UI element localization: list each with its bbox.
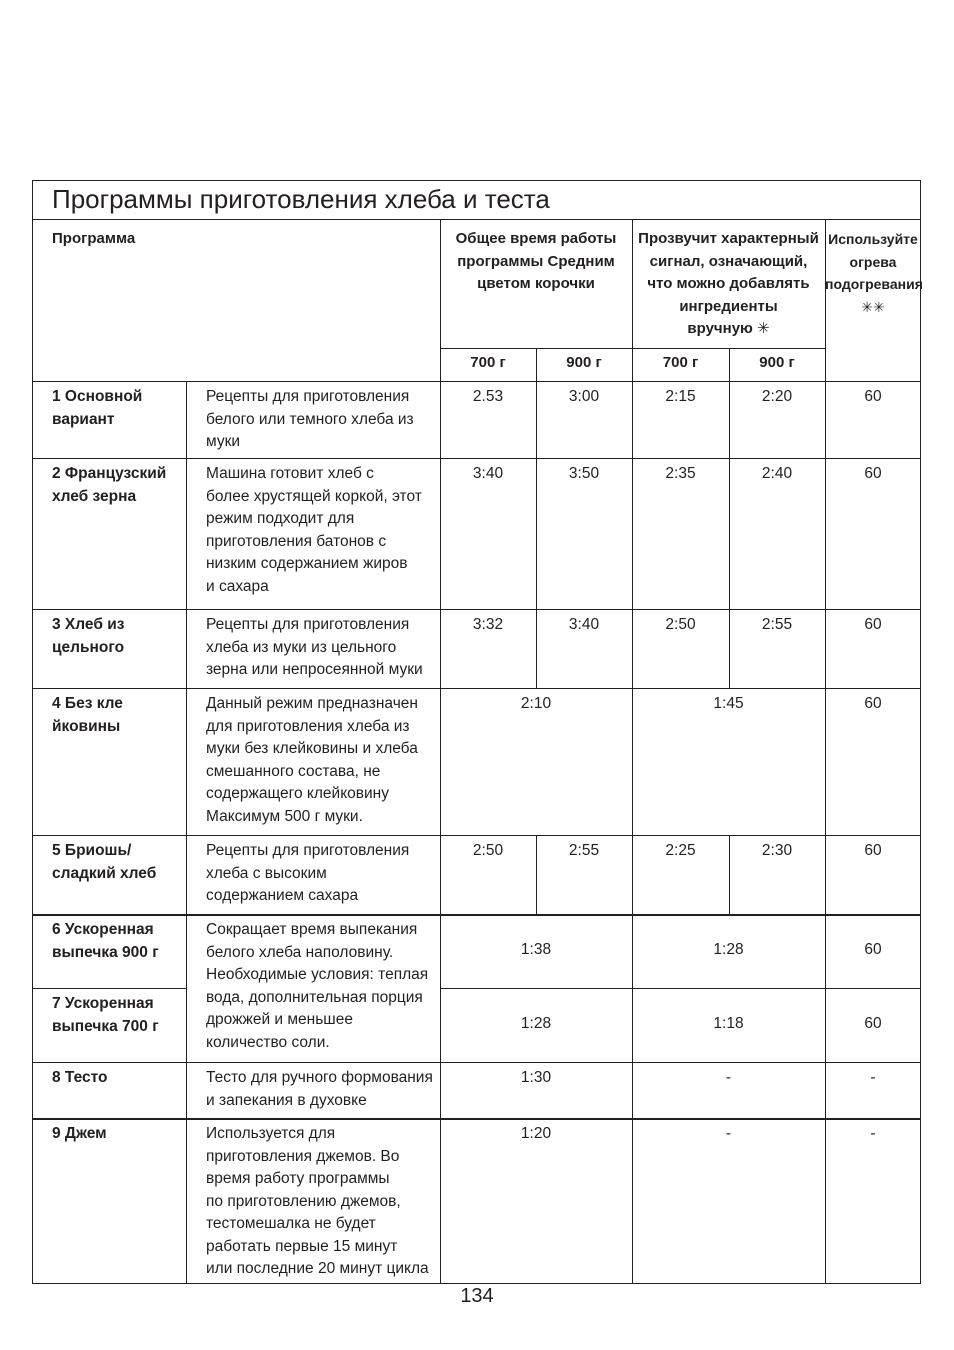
program-name <box>52 386 184 431</box>
fast-bake-description <box>206 919 442 1054</box>
program-description <box>206 1123 442 1281</box>
row-divider <box>32 914 921 916</box>
fast-bake-description-line: Сокращает время выпекания <box>206 921 418 938</box>
program-description-line: Максимум 500 г муки. <box>206 807 363 825</box>
program-description <box>206 1067 442 1112</box>
weight-divider <box>729 348 730 381</box>
signal-900: 2:20 <box>761 388 793 405</box>
program-name <box>52 1123 184 1146</box>
header-signal-line: сигнал, означающий, <box>649 252 808 270</box>
program-description-line: более хрустящей коркой, этот <box>206 487 422 505</box>
program-description <box>206 386 442 454</box>
fast-bake-description-line: Необходимые условия: теплая <box>206 966 429 983</box>
program-name-line: 2 Французский <box>52 465 167 482</box>
program-name <box>52 1067 184 1090</box>
keep-warm: 60 <box>864 388 882 405</box>
header-program <box>52 228 252 251</box>
program-name <box>52 919 184 964</box>
time-900: 3:50 <box>568 465 600 482</box>
program-description-line: время работу программы <box>206 1170 390 1187</box>
program-description-line: и запекания в духовке <box>206 1091 367 1109</box>
keep-warm: - <box>870 1069 876 1086</box>
header-signal-line: вручную ✳ <box>687 320 770 337</box>
signal-time: - <box>725 1069 732 1086</box>
program-name-line: 5 Бриошь/ <box>52 842 132 859</box>
program-description-line: хлеба из муки из цельного <box>206 638 397 656</box>
program-description-line: зерна или непросеянной муки <box>206 661 423 678</box>
signal-900: 2:55 <box>761 616 793 633</box>
time-900: 3:00 <box>568 388 600 405</box>
weight-divider <box>536 348 537 381</box>
keep-warm: 60 <box>864 842 882 859</box>
program-description-line: работать первые 15 минут <box>206 1237 398 1255</box>
program-description-line: и сахара <box>206 577 269 595</box>
keep-warm: 60 <box>864 616 882 633</box>
signal-time: 1:28 <box>713 941 744 958</box>
row-divider <box>32 835 921 836</box>
row-divider <box>32 1062 921 1063</box>
header-weight-w700: 700 г <box>662 354 699 371</box>
header-weight-w900: 900 г <box>759 354 795 371</box>
signal-time: 1:18 <box>713 1015 744 1032</box>
header-total-time <box>440 228 632 296</box>
program-name-line: 1 Основной <box>52 388 143 405</box>
title-divider <box>32 219 921 220</box>
program-description <box>206 693 442 828</box>
signal-700: 2:25 <box>665 842 696 859</box>
program-name-line: хлеб зерна <box>52 487 137 505</box>
program-description-line: Машина готовит хлеб с <box>206 465 374 482</box>
program-description-line: содержащего клейковину <box>206 785 389 802</box>
time-900: 3:40 <box>568 616 600 633</box>
header-program-line: Программа <box>52 230 136 247</box>
time-700: 3:32 <box>472 616 504 633</box>
header-warm <box>825 228 921 318</box>
program-description-line: Рецепты для приготовления <box>206 388 410 405</box>
header-signal-line: Прозвучит характерный <box>638 230 819 247</box>
header-warm-line: ✳✳ <box>861 298 885 315</box>
program-name-line: выпечка 900 г <box>52 943 159 961</box>
program-name <box>52 993 184 1038</box>
header-total-time-line: цветом корочки <box>477 275 595 292</box>
program-name <box>52 463 184 508</box>
keep-warm: 60 <box>864 465 882 482</box>
fast-bake-description-line: количество соли. <box>206 1033 330 1051</box>
program-name-line: 4 Без кле <box>52 695 123 712</box>
header-weight-w900: 900 г <box>566 354 602 371</box>
header-total-time-line: программы Средним <box>457 252 615 270</box>
program-description-line: приготовления батонов с <box>206 532 387 550</box>
program-name-line: выпечка 700 г <box>52 1017 159 1035</box>
program-name-line: 3 Хлеб из <box>52 616 125 633</box>
program-name <box>52 614 184 659</box>
signal-700: 2:35 <box>665 465 696 482</box>
program-description-line: Данный режим предназначен <box>206 695 418 712</box>
fast-bake-description-line: белого хлеба наполовину. <box>206 943 394 961</box>
row-divider <box>32 1118 921 1120</box>
program-description <box>206 614 442 682</box>
header-warm-line: Используйте <box>828 231 918 247</box>
keep-warm: 60 <box>864 695 882 712</box>
program-name <box>52 693 184 738</box>
signal-700: 2:15 <box>665 388 696 405</box>
signal-time: 1:45 <box>713 695 744 712</box>
header-signal-line: ингредиенты <box>679 297 778 315</box>
time-900: 2:55 <box>568 842 600 859</box>
signal-time: - <box>725 1125 732 1142</box>
program-description-line: Рецепты для приготовления <box>206 842 410 859</box>
header-bottom-divider <box>32 381 921 382</box>
program-description-line: по приготовлению джемов, <box>206 1192 401 1210</box>
column-divider <box>186 381 187 1284</box>
header-signal <box>632 228 825 341</box>
keep-warm: - <box>870 1125 876 1142</box>
program-description-line: режим подходит для <box>206 510 355 527</box>
program-description-line: белого или темного хлеба из <box>206 410 414 428</box>
keep-warm: 60 <box>864 1015 882 1032</box>
keep-warm: 60 <box>864 941 882 958</box>
program-description-line: или последние 20 минут цикла <box>206 1260 429 1277</box>
total-time: 1:30 <box>520 1069 552 1086</box>
program-description-line: хлеба с высоким <box>206 864 327 882</box>
program-description-line: Рецепты для приготовления <box>206 616 410 633</box>
time-700: 3:40 <box>472 465 504 482</box>
row-divider <box>32 458 921 459</box>
program-description-line: муки <box>206 433 241 450</box>
signal-900: 2:40 <box>761 465 793 482</box>
program-name-line: 8 Тесто <box>52 1069 108 1086</box>
total-time: 2:10 <box>520 695 552 712</box>
row-divider <box>32 609 921 610</box>
program-description-line: тестомешалка не будет <box>206 1215 376 1232</box>
row-divider <box>440 988 921 989</box>
signal-700: 2:50 <box>665 616 696 633</box>
program-name-line: йковины <box>52 717 121 735</box>
program-description-line: смешанного состава, не <box>206 762 381 780</box>
page-title: Программы приготовления хлеба и теста <box>52 184 550 214</box>
program-description-line: содержанием сахара <box>206 887 359 904</box>
program-name-line: 6 Ускоренная <box>52 921 154 938</box>
total-time: 1:38 <box>520 941 552 958</box>
total-time: 1:28 <box>520 1015 552 1032</box>
program-name-line: вариант <box>52 410 115 428</box>
header-signal-line: что можно добавлять <box>647 275 810 292</box>
program-description-line: для приготовления хлеба из <box>206 717 410 735</box>
header-warm-line: подогревания <box>825 276 923 292</box>
header-warm-line: огрева <box>849 253 897 270</box>
total-time: 1:20 <box>520 1125 552 1142</box>
program-description-line: низким содержанием жиров <box>206 555 408 572</box>
program-name-line: 9 Джем <box>52 1125 107 1142</box>
program-name-line: сладкий хлеб <box>52 864 157 882</box>
program-description <box>206 463 442 598</box>
program-name-line: 7 Ускоренная <box>52 995 154 1012</box>
header-total-time-line: Общее время работы <box>455 230 617 247</box>
fast-bake-description-line: вода, дополнительная порция <box>206 988 423 1006</box>
program-description-line: приготовления джемов. Во <box>206 1147 400 1165</box>
program-description-line: муки без клейковины и хлеба <box>206 740 418 757</box>
program-description-line: Используется для <box>206 1125 336 1142</box>
signal-900: 2:30 <box>761 842 793 859</box>
fast-bake-description-line: дрожжей и меньшее <box>206 1011 353 1028</box>
time-700: 2.53 <box>472 388 504 405</box>
program-name-line: цельного <box>52 638 125 656</box>
program-description <box>206 840 442 908</box>
program-description-line: Тесто для ручного формования <box>206 1069 433 1086</box>
row-divider <box>32 988 186 989</box>
row-divider <box>32 688 921 689</box>
program-name <box>52 840 184 885</box>
time-700: 2:50 <box>472 842 504 859</box>
header-weight-w700: 700 г <box>470 354 506 371</box>
page-number: 134 <box>460 1285 494 1307</box>
